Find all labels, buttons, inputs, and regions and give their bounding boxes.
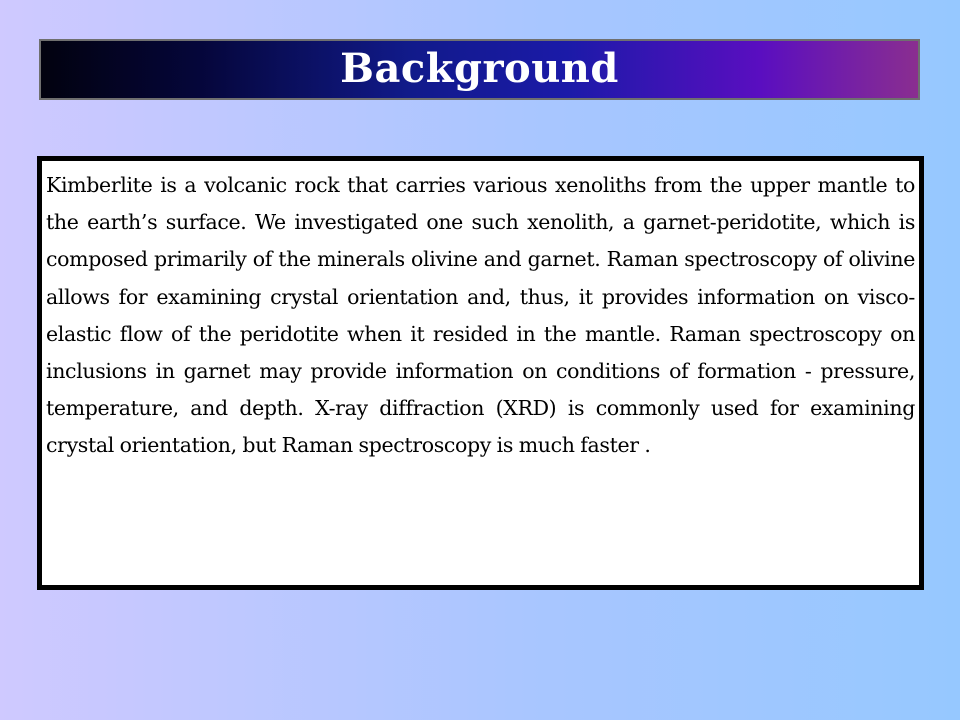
title-bar bbox=[39, 39, 920, 100]
content-box bbox=[37, 156, 924, 590]
body-paragraph: Kimberlite is a volcanic rock that carries various xenoliths from the upper mantle to the earth’s surface. We investigated one such xenolith, a garnet-peridotite, which is composed primarily of the minerals olivine and garnet. Raman spectroscopy of olivine allows for examining crystal orientation and, thus, it provides information on visco-elastic flow of the peridotite when it resided in the mantle. Raman spectroscopy on inclusions in garnet may provide information on conditions of formation - pressure, temperature, and depth. X-ray diffraction (XRD) is commonly used for examining crystal orientation, but Raman spectroscopy is much faster . bbox=[46, 173, 915, 458]
slide-title: Background bbox=[340, 44, 619, 92]
